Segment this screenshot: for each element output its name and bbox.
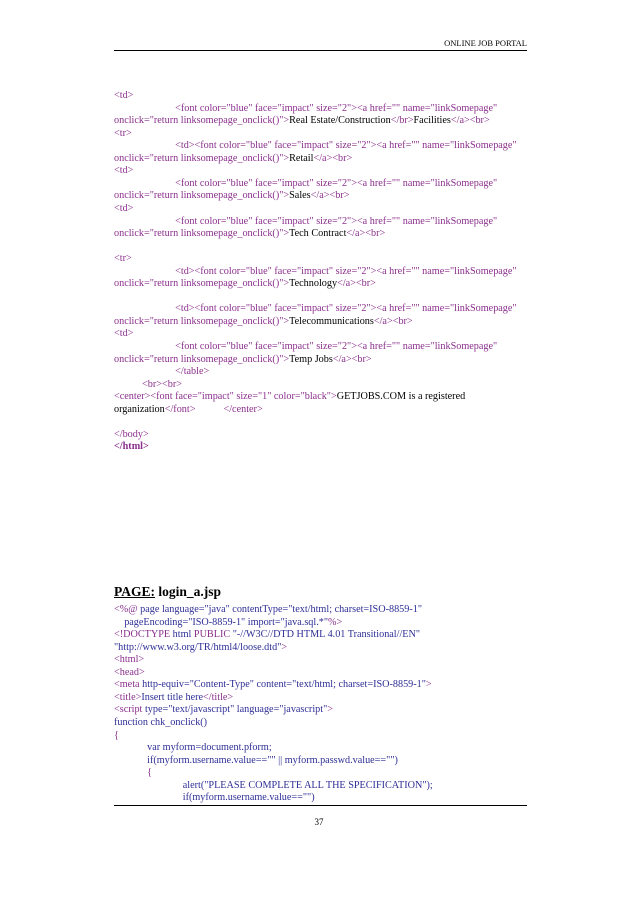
code-line [114,429,149,441]
running-header [114,38,527,51]
code-indent [114,792,183,803]
code-token: pageEncoding="ISO-8859-1" import="java.sql.*" [114,616,329,628]
code-token: </a><br> [313,152,353,164]
code-line [114,654,144,666]
code-line [114,128,132,140]
code-token: <font color="blue" face="impact" size="2"><a href="" name="linkSomepage" [175,177,498,189]
code-token: onclick="return linksomepage_onclick()"> [114,315,290,327]
code-token: Insert title here [141,691,204,703]
code-line [114,366,209,378]
code-token: <meta [114,679,140,691]
code-line [114,604,422,616]
code-indent [114,341,175,352]
code-token: </body> [114,428,149,440]
code-token: Tech Contract [289,228,347,240]
code-line [114,642,287,654]
code-token: <td><font color="blue" face="impact" size="2"><a href="" name="linkSomepage" [175,265,517,277]
code-token: <font color="blue" face="impact" size="2"><a href="" name="linkSomepage" [175,341,498,352]
code-token: if(myform.username.value=="" || myform.passwd.value=="") [147,754,398,766]
code-line [114,190,349,202]
code-token: <td> [114,90,134,101]
code-line [114,717,207,729]
code-token: onclick="return linksomepage_onclick()"> [114,228,290,240]
code-token: Telecommunications [289,315,374,327]
code-token: Technology [289,278,338,290]
code-token: GETJOBS.COM is a registered [336,391,466,403]
page-filename: login_a.jsp [155,584,222,599]
code-token: </br> [390,115,414,127]
code-token: </title> [203,691,234,703]
code-line [114,792,315,804]
code-token: Retail [289,152,314,164]
code-token: PUBLIC [193,629,231,641]
code-line [114,90,133,102]
code-token: <head> [114,666,145,678]
code-line [114,704,333,716]
code-indent [114,767,147,778]
code-line [114,303,517,315]
code-indent [114,755,147,766]
code-line [114,354,372,366]
code-token: html [170,629,194,641]
code-token: </table> [175,366,210,378]
page-title [114,584,221,600]
code-token: <title> [114,691,142,703]
code-token: <%@ [114,604,138,615]
code-line [114,730,119,742]
code-indent [114,780,183,791]
code-token: </html> [114,441,149,453]
header-title: ONLINE JOB PORTAL [444,38,527,48]
code-line [114,253,132,265]
code-line [114,266,517,278]
code-line [114,341,497,353]
code-line [114,404,263,416]
code-token: <html> [114,654,145,666]
code-indent [114,742,147,753]
code-token: onclick="return linksomepage_onclick()"> [114,353,290,365]
code-token: type="text/javascript" language="javascript" [142,704,328,716]
code-line [114,103,497,115]
code-token: <td> [114,165,134,177]
code-line [114,203,133,215]
code-line [114,328,133,340]
code-token: Temp Jobs [289,353,333,365]
code-token: onclick="return linksomepage_onclick()"> [114,152,290,164]
code-token: onclick="return linksomepage_onclick()"> [114,190,290,202]
code-token: <td> [114,202,134,214]
code-token: </a><br> [337,278,376,290]
code-token: > [425,679,432,691]
code-token: alert("PLEASE COMPLETE ALL THE SPECIFICATION"); [182,779,433,791]
code-indent [114,303,175,314]
code-indent [114,266,175,277]
code-token: Real Estate/Construction [289,115,391,127]
code-token: Sales [289,190,311,202]
code-token: </a><br> [332,353,372,365]
code-token: <tr> [114,253,132,265]
code-indent [114,140,175,151]
code-token: var myform=document.pform; [147,742,272,754]
code-indent [114,216,175,227]
code-token: <font color="blue" face="impact" size="2"><a href="" name="linkSomepage" [175,102,498,114]
code-token: </a><br> [346,228,386,240]
code-token: <br><br> [142,378,182,390]
code-line [114,441,149,453]
code-token: { [114,729,119,741]
code-line [114,679,432,691]
code-indent [114,103,175,114]
code-token: "-//W3C//DTD HTML 4.01 Transitional//EN" [230,629,421,641]
code-token: </center> [223,403,263,415]
code-line [114,115,490,127]
code-line [114,692,233,704]
code-token: </a><br> [310,190,350,202]
code-line [114,379,182,391]
code-line [114,755,398,767]
code-token: <td><font color="blue" face="impact" size="2"><a href="" name="linkSomepage" [175,140,517,152]
code-token: <tr> [114,127,132,139]
code-indent [114,366,175,377]
code-indent [114,178,175,189]
code-line [114,278,376,290]
code-line [114,629,420,641]
code-token: </font> [164,403,196,415]
code-line [114,178,497,190]
code-token: %> [328,616,343,628]
footer-rule [114,805,527,806]
code-line [114,140,517,152]
code-token: <center><font face="impact" size="1" color="black"> [114,391,337,403]
code-token: > [281,641,288,653]
code-token: <!DOCTYPE [114,629,171,641]
code-token: http-equiv="Content-Type" content="text/html; charset=ISO-8859-1" [139,679,426,691]
code-token: organization [114,403,165,415]
code-token: page language="java" contentType="text/html; charset=ISO-8859-1" [137,604,422,615]
code-indent [114,379,142,390]
code-line [114,742,272,754]
code-token: <font color="blue" face="impact" size="2"><a href="" name="linkSomepage" [175,215,498,227]
code-line [114,153,352,165]
code-token: "http://www.w3.org/TR/html4/loose.dtd" [114,641,282,653]
code-token: <td> [114,328,134,340]
code-token: > [327,704,333,716]
code-token: if(myform.username.value=="") [182,792,315,804]
code-token: <script [114,704,143,716]
page-label: PAGE: [114,584,155,599]
page-number: 37 [314,817,324,827]
code-token: <td><font color="blue" face="impact" size="2"><a href="" name="linkSomepage" [175,303,517,315]
code-token: function chk_onclick() [114,716,208,728]
code-indent [195,404,223,415]
code-token: onclick="return linksomepage_onclick()"> [114,115,290,127]
code-line [114,617,342,629]
code-token: </a><br> [373,315,413,327]
code-line [114,228,385,240]
code-token: { [147,767,152,779]
code-line [114,767,152,779]
code-line [114,391,465,403]
code-line [114,316,413,328]
code-token: </a><br> [450,115,490,127]
code-line [114,667,145,679]
code-line [114,216,497,228]
code-line [114,165,133,177]
code-line [114,780,433,792]
code-token: onclick="return linksomepage_onclick()"> [114,278,290,290]
code-token: Facilities [413,115,451,127]
